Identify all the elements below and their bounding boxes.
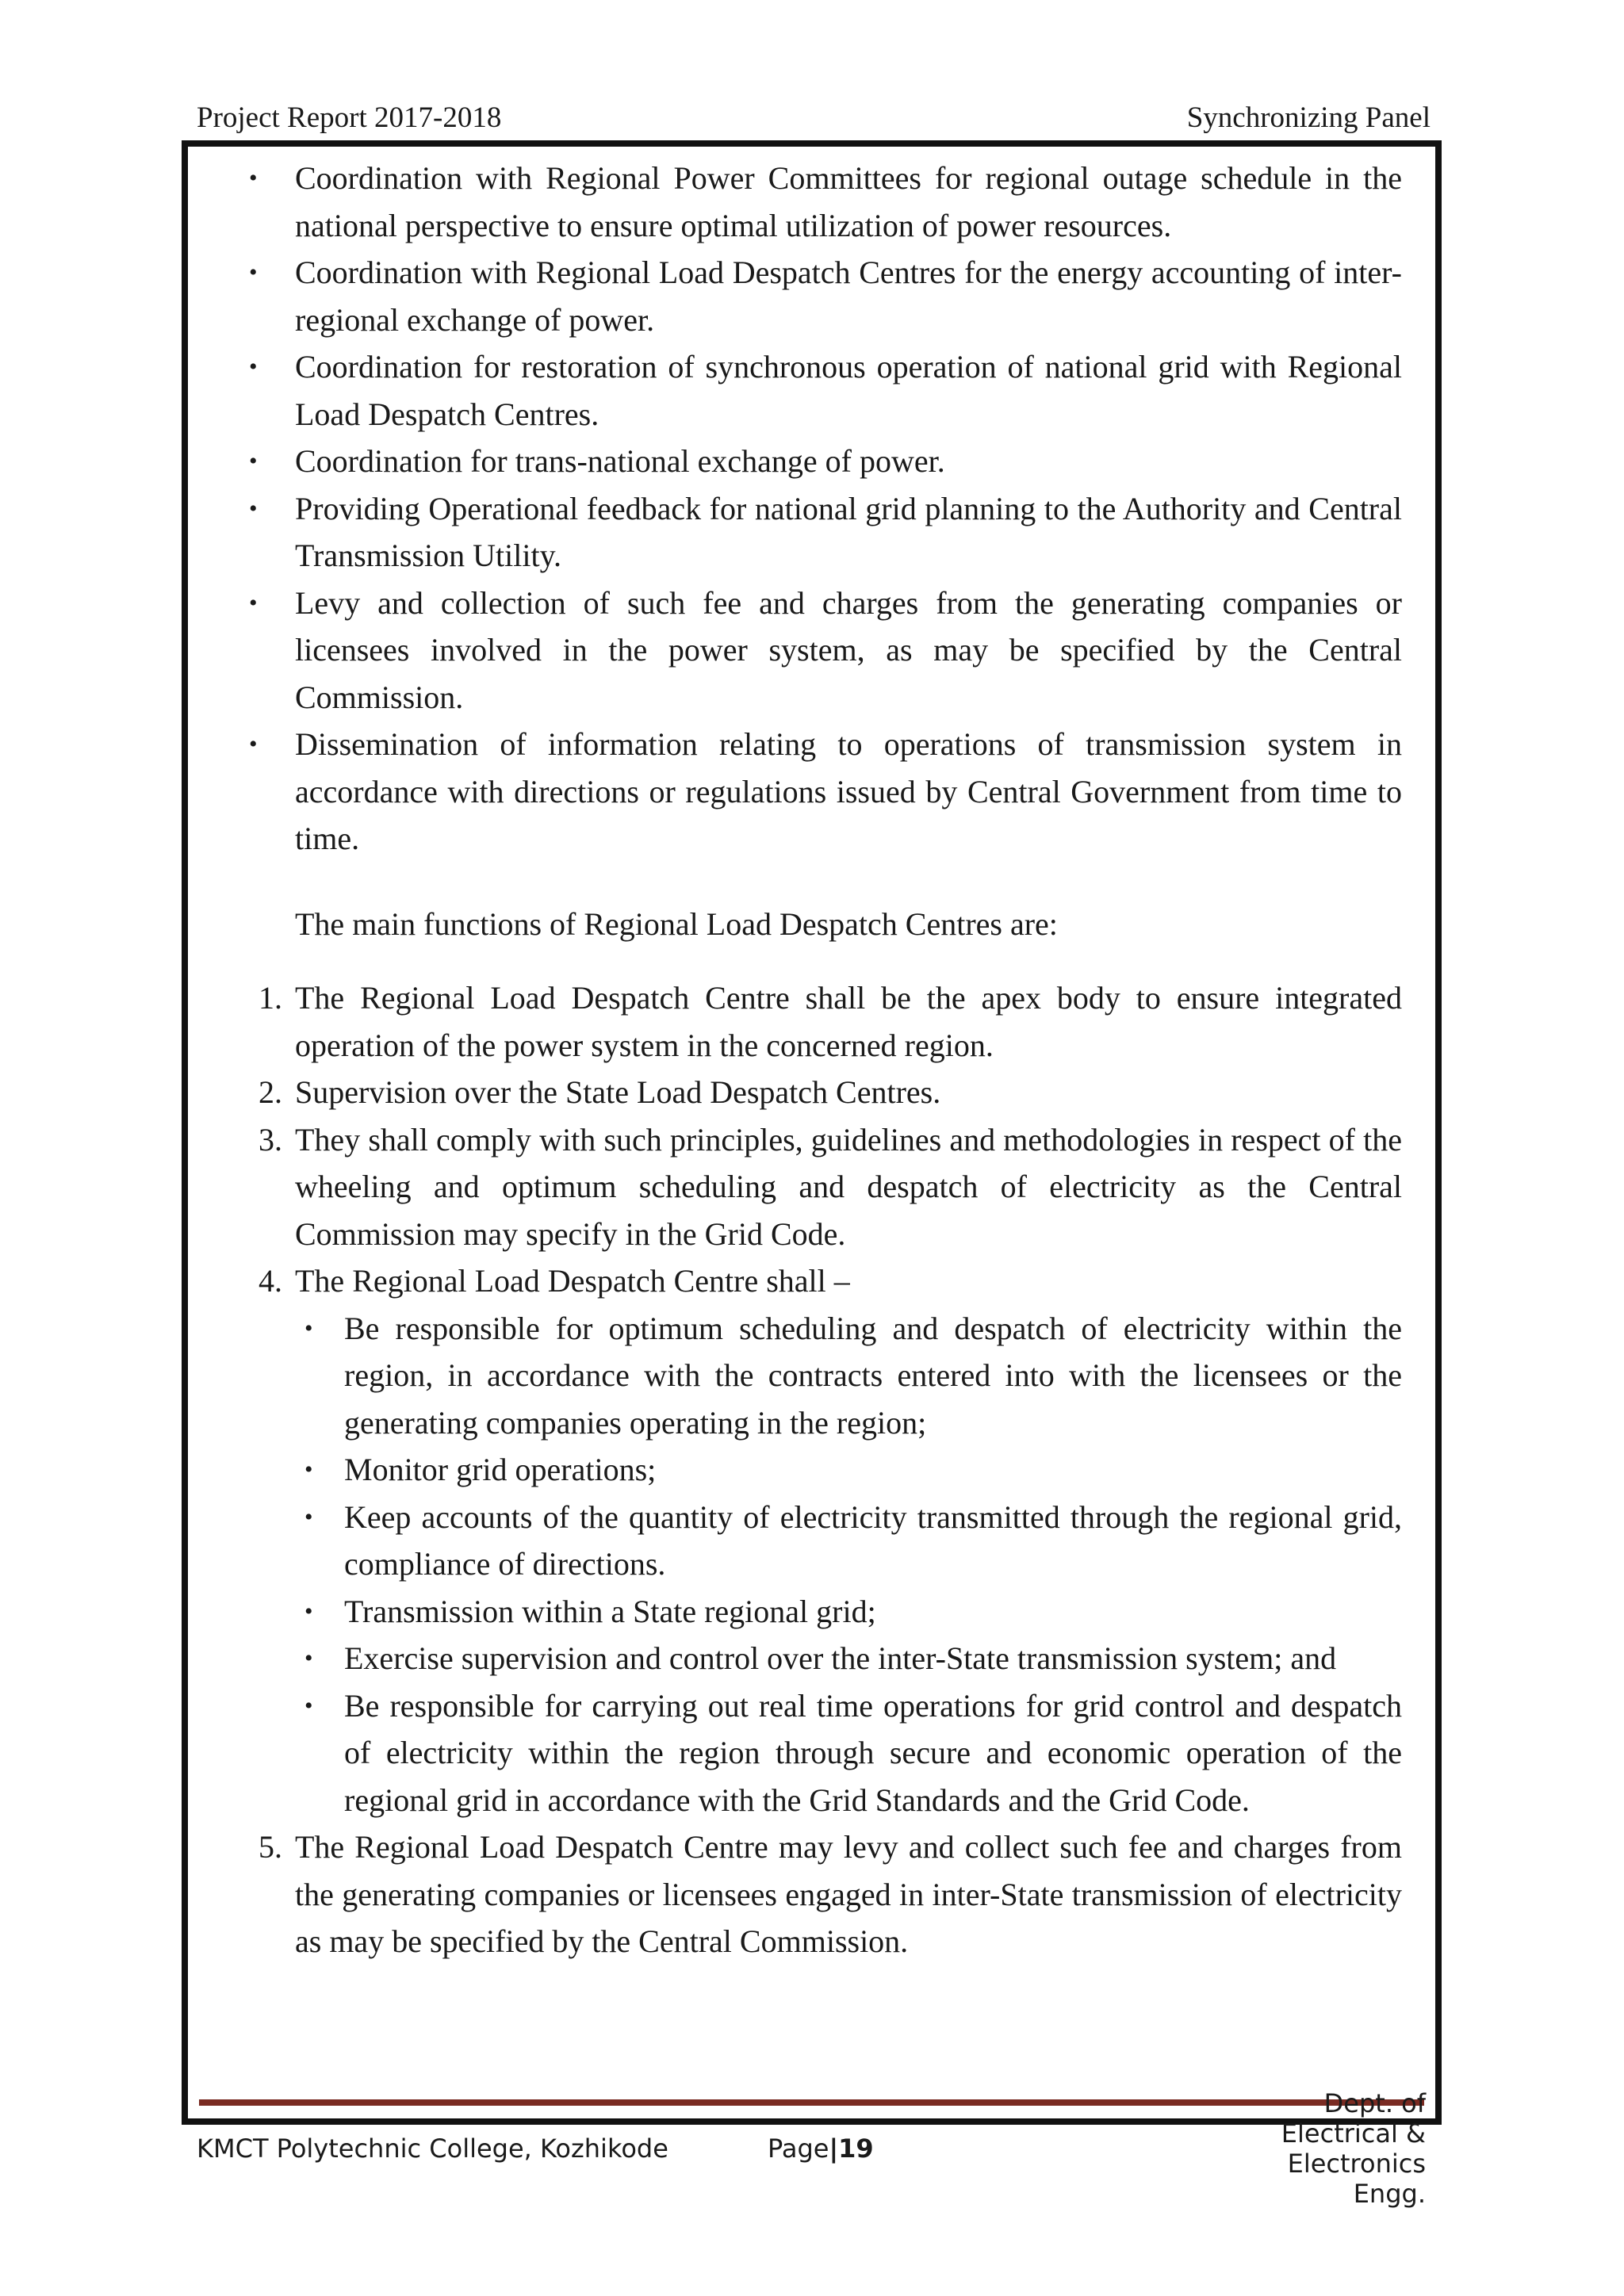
item-number: 1. — [259, 980, 282, 1016]
bullet-icon: • — [304, 1314, 313, 1341]
page-number — [768, 2133, 1243, 2164]
header-report-title: Project Report 2017-2018 — [197, 101, 502, 134]
list-item: • Coordination for restoration of synchronous operation of national grid with Regional Load Despatch Centres. — [238, 343, 1402, 438]
numbered-item: 3. They shall comply with such principles, guidelines and methodologies in respect of the wheeling and optimum scheduling and despatch of electricity as the Central Commission may specify in the Grid Code. — [238, 1116, 1402, 1258]
footer-college: KMCT Polytechnic College, Kozhikode — [197, 2133, 668, 2164]
page-number-value: 19 — [838, 2133, 874, 2164]
bullet-icon: • — [249, 448, 258, 474]
sub-list-item: • Be responsible for optimum scheduling and despatch of electricity within the region, in accordance with the contracts entered into with the licensees or the generating companies operating in the region; — [295, 1305, 1402, 1447]
item-number: 5. — [259, 1829, 282, 1865]
rldc-intro-paragraph: The main functions of Regional Load Despatch Centres are: — [295, 905, 1058, 942]
numbered-item: 1. The Regional Load Despatch Centre shall be the apex body to ensure integrated operation of the power system in the concerned region. — [238, 974, 1402, 1069]
sub-list-item: • Transmission within a State regional grid; — [295, 1588, 1402, 1636]
item-number: 4. — [259, 1263, 282, 1299]
bullet-icon: • — [249, 495, 258, 522]
item-number: 2. — [259, 1074, 282, 1110]
page-footer — [197, 2088, 1426, 2209]
footer-rule — [199, 2099, 1424, 2106]
bullet-icon: • — [249, 259, 258, 285]
list-item: • Dissemination of information relating to operations of transmission system in accordance with directions or regulations issued by Central Government from time to time. — [238, 721, 1402, 863]
rldc-duties-sublist — [295, 1305, 1402, 1824]
item-number: 3. — [259, 1121, 282, 1158]
header-project-name: Synchronizing Panel — [1186, 101, 1431, 134]
numbered-item: 5. The Regional Load Despatch Centre may levy and collect such fee and charges from the generating companies or licensees engaged in inter-State transmission of electricity as may be specified by the Central Commission. — [238, 1823, 1402, 1965]
bullet-icon: • — [249, 731, 258, 757]
sub-list-item: • Monitor grid operations; — [295, 1446, 1402, 1494]
bullet-icon: • — [249, 165, 258, 191]
list-item: • Providing Operational feedback for national grid planning to the Authority and Central Transmission Utility. — [238, 485, 1402, 580]
bullet-icon: • — [249, 354, 258, 380]
bullet-icon: • — [249, 589, 258, 616]
list-item: • Coordination with Regional Power Committees for regional outage schedule in the national perspective to ensure optimal utilization of power resources. — [238, 155, 1402, 249]
list-item: • Coordination with Regional Load Despatch Centres for the energy accounting of inter-regional exchange of power. — [238, 249, 1402, 343]
numbered-item: 2. Supervision over the State Load Despatch Centres. — [238, 1069, 1402, 1116]
list-item: • Coordination for trans-national exchange of power. — [238, 438, 1402, 485]
rldc-functions-list — [238, 974, 1402, 1965]
sub-list-item: • Keep accounts of the quantity of electricity transmitted through the regional grid, compliance of directions. — [295, 1494, 1402, 1588]
bullet-icon: • — [304, 1503, 313, 1530]
sub-list-item: • Exercise supervision and control over the inter-State transmission system; and — [295, 1635, 1402, 1682]
page-content — [238, 155, 1402, 1965]
page-label: Page — [768, 2133, 829, 2164]
bullet-icon: • — [304, 1598, 313, 1624]
page-separator: | — [829, 2133, 839, 2164]
bullet-icon: • — [304, 1692, 313, 1719]
footer-department: Dept. of Electrical & Electronics Engg. — [1281, 2088, 1426, 2209]
list-item: • Levy and collection of such fee and charges from the generating companies or licensees involved in the power system, as may be specified by the Central Commission. — [238, 580, 1402, 721]
bullet-icon: • — [304, 1645, 313, 1671]
bullet-icon: • — [304, 1456, 313, 1483]
numbered-item: 4. The Regional Load Despatch Centre shall – • Be responsible for optimum scheduling and despatch of electricity within the region, in accordance with the contracts entered into with the licensees or the generating companies operating in the region; • Monitor grid operations; • Keep accounts of the quantity of electricity transmitted through the regional grid, compliance of directions. • Transmission within a State regional grid; • Exercise supervision and control over the inter-State transmission system; and • Be responsible for carrying out real time operations for grid control and despatch of electricity within the region through secure and economic operation of the regional grid in accordance with the Grid Standards and the Grid Code. — [238, 1257, 1402, 1823]
sub-list-item: • Be responsible for carrying out real time operations for grid control and despatch of electricity within the region through secure and economic operation of the regional grid in accordance with the Grid Standards and the Grid Code. — [295, 1682, 1402, 1824]
nldc-functions-list — [238, 155, 1402, 863]
page-header — [197, 95, 1431, 135]
